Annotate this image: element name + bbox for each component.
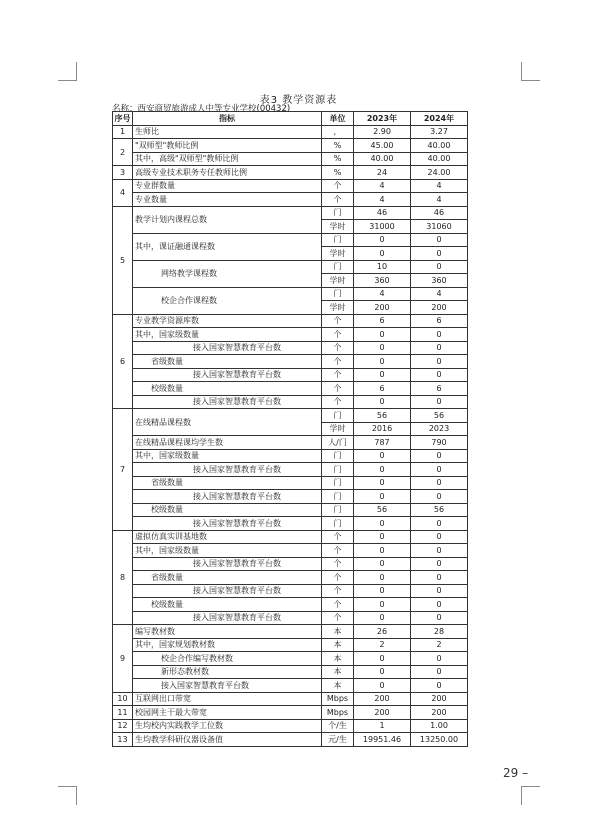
value-2024: 24.00 — [411, 166, 468, 180]
unit-cell: 元/生 — [322, 733, 354, 747]
header-2024: 2024年 — [411, 112, 468, 126]
indicator-label: 接入国家智慧教育平台数 — [133, 395, 322, 409]
value-2024: 0 — [411, 328, 468, 342]
indicator-label: 教学计划内课程总数 — [133, 206, 322, 233]
value-2024: 0 — [411, 557, 468, 571]
table-row — [113, 355, 468, 369]
table-row — [113, 557, 468, 571]
value-2024: 46 — [411, 206, 468, 220]
value-2024: 4 — [411, 179, 468, 193]
unit-cell: 本 — [322, 665, 354, 679]
value-2023: 0 — [354, 665, 411, 679]
unit-cell: 个 — [322, 355, 354, 369]
header-indicator: 指标 — [133, 112, 322, 126]
value-2023: 0 — [354, 544, 411, 558]
value-2023: 200 — [354, 706, 411, 720]
header-unit: 单位 — [322, 112, 354, 126]
value-2024: 0 — [411, 341, 468, 355]
unit-cell: 个 — [322, 584, 354, 598]
value-2024: 3.27 — [411, 125, 468, 139]
table-row — [113, 382, 468, 396]
indicator-label: 虚拟仿真实训基地数 — [133, 530, 322, 544]
indicator-label: 校企合作编写教材数 — [133, 652, 322, 666]
value-2024: 0 — [411, 571, 468, 585]
value-2023: 10 — [354, 260, 411, 274]
indicator-label: "双师型"教师比例 — [133, 139, 322, 153]
value-2024: 360 — [411, 274, 468, 288]
table-row — [113, 152, 468, 166]
row-number: 9 — [113, 625, 133, 693]
value-2024: 1.00 — [411, 719, 468, 733]
indicator-label: 其中，国家规划教材数 — [133, 638, 322, 652]
table-row — [113, 692, 468, 706]
indicator-label: 生均校内实践教学工位数 — [133, 719, 322, 733]
indicator-label: 专业数量 — [133, 193, 322, 207]
value-2024: 0 — [411, 233, 468, 247]
value-2024: 0 — [411, 652, 468, 666]
table-row — [113, 665, 468, 679]
value-2024: 0 — [411, 517, 468, 531]
indicator-label: 其中，国家级数量 — [133, 328, 322, 342]
unit-cell: 个 — [322, 382, 354, 396]
table-row — [113, 395, 468, 409]
table-row — [113, 314, 468, 328]
unit-cell: % — [322, 166, 354, 180]
table-row — [113, 544, 468, 558]
value-2023: 0 — [354, 611, 411, 625]
table-row — [113, 179, 468, 193]
indicator-label: 高级专业技术职务专任教师比例 — [133, 166, 322, 180]
row-number: 13 — [113, 733, 133, 747]
indicator-label: 校园网主干最大带宽 — [133, 706, 322, 720]
value-2024: 0 — [411, 679, 468, 693]
table-row — [113, 409, 468, 423]
unit-cell: 个 — [322, 611, 354, 625]
table-body — [113, 125, 468, 746]
indicator-label: 其中，国家级数量 — [133, 544, 322, 558]
table-row — [113, 463, 468, 477]
indicator-label: 省级数量 — [133, 355, 322, 369]
value-2023: 360 — [354, 274, 411, 288]
unit-cell: 门 — [322, 476, 354, 490]
value-2023: 0 — [354, 368, 411, 382]
value-2023: 787 — [354, 436, 411, 450]
value-2023: 56 — [354, 503, 411, 517]
value-2024: 13250.00 — [411, 733, 468, 747]
value-2023: 200 — [354, 692, 411, 706]
value-2024: 31060 — [411, 220, 468, 234]
value-2023: 0 — [354, 449, 411, 463]
indicator-label: 其中，课证融通课程数 — [133, 233, 322, 260]
value-2023: 0 — [354, 463, 411, 477]
value-2023: 4 — [354, 287, 411, 301]
value-2023: 6 — [354, 314, 411, 328]
value-2023: 40.00 — [354, 152, 411, 166]
unit-cell: % — [322, 139, 354, 153]
table-row — [113, 530, 468, 544]
value-2024: 0 — [411, 490, 468, 504]
unit-cell: 门 — [322, 463, 354, 477]
value-2024: 2023 — [411, 422, 468, 436]
value-2024: 40.00 — [411, 152, 468, 166]
value-2023: 0 — [354, 476, 411, 490]
value-2023: 6 — [354, 382, 411, 396]
value-2023: 0 — [354, 679, 411, 693]
table-row — [113, 341, 468, 355]
value-2023: 0 — [354, 328, 411, 342]
unit-cell: 个 — [322, 395, 354, 409]
value-2024: 0 — [411, 584, 468, 598]
value-2023: 0 — [354, 517, 411, 531]
unit-cell: 门 — [322, 287, 354, 301]
header-no: 序号 — [113, 112, 133, 126]
row-number: 11 — [113, 706, 133, 720]
value-2024: 0 — [411, 544, 468, 558]
indicator-label: 编写教材数 — [133, 625, 322, 639]
indicator-label: 校级数量 — [133, 598, 322, 612]
page-number: 29 – — [503, 766, 529, 780]
unit-cell: 学时 — [322, 220, 354, 234]
value-2024: 0 — [411, 530, 468, 544]
resource-table — [112, 111, 468, 747]
value-2023: 56 — [354, 409, 411, 423]
unit-cell: 个 — [322, 544, 354, 558]
crop-mark-bottom-right — [521, 786, 540, 805]
value-2024: 2 — [411, 638, 468, 652]
table-row — [113, 503, 468, 517]
unit-cell: 个 — [322, 530, 354, 544]
value-2024: 0 — [411, 260, 468, 274]
indicator-label: 网络教学课程数 — [133, 260, 322, 287]
row-number: 8 — [113, 530, 133, 625]
value-2023: 0 — [354, 530, 411, 544]
indicator-label: 接入国家智慧教育平台数 — [133, 490, 322, 504]
value-2023: 1 — [354, 719, 411, 733]
unit-cell: 个 — [322, 328, 354, 342]
value-2024: 40.00 — [411, 139, 468, 153]
unit-cell: 人/门 — [322, 436, 354, 450]
value-2024: 4 — [411, 193, 468, 207]
value-2023: 200 — [354, 301, 411, 315]
unit-cell: 个 — [322, 314, 354, 328]
value-2023: 26 — [354, 625, 411, 639]
unit-cell: 个 — [322, 179, 354, 193]
value-2023: 0 — [354, 571, 411, 585]
indicator-label: 校级数量 — [133, 382, 322, 396]
value-2024: 0 — [411, 598, 468, 612]
unit-cell: 门 — [322, 517, 354, 531]
value-2023: 0 — [354, 557, 411, 571]
value-2023: 2016 — [354, 422, 411, 436]
value-2023: 0 — [354, 490, 411, 504]
indicator-label: 校企合作课程数 — [133, 287, 322, 314]
unit-cell: 门 — [322, 233, 354, 247]
value-2024: 0 — [411, 395, 468, 409]
table-row — [113, 287, 468, 301]
indicator-label: 其中，国家级数量 — [133, 449, 322, 463]
table-header-row — [113, 112, 468, 126]
unit-cell: 门 — [322, 503, 354, 517]
table-row — [113, 611, 468, 625]
table-row — [113, 490, 468, 504]
indicator-label: 接入国家智慧教育平台数 — [133, 611, 322, 625]
indicator-label: 专业教学资源库数 — [133, 314, 322, 328]
indicator-label: 生均教学科研仪器设备值 — [133, 733, 322, 747]
value-2023: 0 — [354, 395, 411, 409]
value-2023: 31000 — [354, 220, 411, 234]
value-2024: 0 — [411, 611, 468, 625]
unit-cell: 门 — [322, 409, 354, 423]
unit-cell: 门 — [322, 260, 354, 274]
header-2023: 2023年 — [354, 112, 411, 126]
unit-cell: 本 — [322, 652, 354, 666]
table-row — [113, 233, 468, 247]
indicator-label: 接入国家智慧教育平台数 — [133, 368, 322, 382]
value-2024: 6 — [411, 382, 468, 396]
unit-cell: 个 — [322, 571, 354, 585]
indicator-label: 接入国家智慧教育平台数 — [133, 517, 322, 531]
unit-cell: 个 — [322, 341, 354, 355]
value-2024: 0 — [411, 247, 468, 261]
value-2023: 0 — [354, 341, 411, 355]
value-2024: 0 — [411, 463, 468, 477]
indicator-label: 互联网出口带宽 — [133, 692, 322, 706]
unit-cell: ， — [322, 125, 354, 139]
table-row — [113, 166, 468, 180]
unit-cell: 个 — [322, 598, 354, 612]
resource-table-wrapper — [112, 111, 467, 747]
unit-cell: % — [322, 152, 354, 166]
indicator-label: 接入国家智慧教育平台数 — [133, 463, 322, 477]
value-2023: 4 — [354, 193, 411, 207]
table-row — [113, 260, 468, 274]
indicator-label: 生师比 — [133, 125, 322, 139]
row-number: 6 — [113, 314, 133, 409]
table-row — [113, 139, 468, 153]
value-2023: 0 — [354, 584, 411, 598]
indicator-label: 接入国家智慧教育平台数 — [133, 679, 322, 693]
table-row — [113, 571, 468, 585]
indicator-label: 省级数量 — [133, 476, 322, 490]
value-2023: 19951.46 — [354, 733, 411, 747]
indicator-label: 新形态教材数 — [133, 665, 322, 679]
value-2024: 4 — [411, 287, 468, 301]
table-row — [113, 679, 468, 693]
unit-cell: 本 — [322, 625, 354, 639]
value-2023: 0 — [354, 652, 411, 666]
table-row — [113, 638, 468, 652]
unit-cell: 本 — [322, 679, 354, 693]
value-2024: 200 — [411, 301, 468, 315]
table-title: 表3 教学资源表 — [259, 95, 338, 106]
value-2023: 46 — [354, 206, 411, 220]
row-number: 10 — [113, 692, 133, 706]
value-2024: 790 — [411, 436, 468, 450]
row-number: 12 — [113, 719, 133, 733]
crop-mark-bottom-left — [58, 786, 77, 805]
unit-cell: Mbps — [322, 692, 354, 706]
unit-cell: 个 — [322, 193, 354, 207]
row-number: 7 — [113, 409, 133, 531]
unit-cell: 门 — [322, 206, 354, 220]
indicator-label: 接入国家智慧教育平台数 — [133, 584, 322, 598]
unit-cell: 学时 — [322, 301, 354, 315]
table-row — [113, 476, 468, 490]
table-row — [113, 436, 468, 450]
indicator-label: 接入国家智慧教育平台数 — [133, 557, 322, 571]
value-2023: 4 — [354, 179, 411, 193]
unit-cell: 个/生 — [322, 719, 354, 733]
unit-cell: 门 — [322, 449, 354, 463]
unit-cell: Mbps — [322, 706, 354, 720]
row-number: 3 — [113, 166, 133, 180]
row-number: 4 — [113, 179, 133, 206]
value-2024: 0 — [411, 476, 468, 490]
table-row — [113, 598, 468, 612]
value-2024: 0 — [411, 368, 468, 382]
unit-cell: 个 — [322, 557, 354, 571]
value-2024: 0 — [411, 355, 468, 369]
crop-mark-top-right — [521, 62, 540, 81]
indicator-label: 校级数量 — [133, 503, 322, 517]
value-2023: 2 — [354, 638, 411, 652]
value-2023: 45.00 — [354, 139, 411, 153]
value-2023: 0 — [354, 355, 411, 369]
table-row — [113, 719, 468, 733]
value-2024: 6 — [411, 314, 468, 328]
unit-cell: 门 — [322, 490, 354, 504]
table-row — [113, 193, 468, 207]
unit-cell: 学时 — [322, 422, 354, 436]
value-2024: 28 — [411, 625, 468, 639]
row-number: 5 — [113, 206, 133, 314]
unit-cell: 学时 — [322, 274, 354, 288]
indicator-label: 在线精品课程数 — [133, 409, 322, 436]
school-name: 名称：西安商贸旅游成人中等专业学校(00432) — [112, 104, 291, 114]
indicator-label: 其中，高级"双师型"教师比例 — [133, 152, 322, 166]
indicator-label: 在线精品课程课均学生数 — [133, 436, 322, 450]
value-2024: 200 — [411, 692, 468, 706]
table-row — [113, 517, 468, 531]
crop-mark-top-left — [58, 62, 77, 81]
table-row — [113, 449, 468, 463]
row-number: 1 — [113, 125, 133, 139]
row-number: 2 — [113, 139, 133, 166]
unit-cell: 本 — [322, 638, 354, 652]
indicator-label: 省级数量 — [133, 571, 322, 585]
table-row — [113, 125, 468, 139]
unit-cell: 个 — [322, 368, 354, 382]
indicator-label: 专业群数量 — [133, 179, 322, 193]
value-2024: 0 — [411, 449, 468, 463]
value-2023: 0 — [354, 247, 411, 261]
table-row — [113, 652, 468, 666]
value-2024: 56 — [411, 409, 468, 423]
value-2023: 2.90 — [354, 125, 411, 139]
table-row — [113, 368, 468, 382]
value-2024: 200 — [411, 706, 468, 720]
table-row — [113, 584, 468, 598]
value-2023: 0 — [354, 233, 411, 247]
unit-cell: 学时 — [322, 247, 354, 261]
value-2024: 0 — [411, 665, 468, 679]
table-row — [113, 706, 468, 720]
table-row — [113, 328, 468, 342]
table-row — [113, 625, 468, 639]
table-row — [113, 206, 468, 220]
value-2023: 24 — [354, 166, 411, 180]
table-row — [113, 733, 468, 747]
value-2024: 56 — [411, 503, 468, 517]
value-2023: 0 — [354, 598, 411, 612]
indicator-label: 接入国家智慧教育平台数 — [133, 341, 322, 355]
